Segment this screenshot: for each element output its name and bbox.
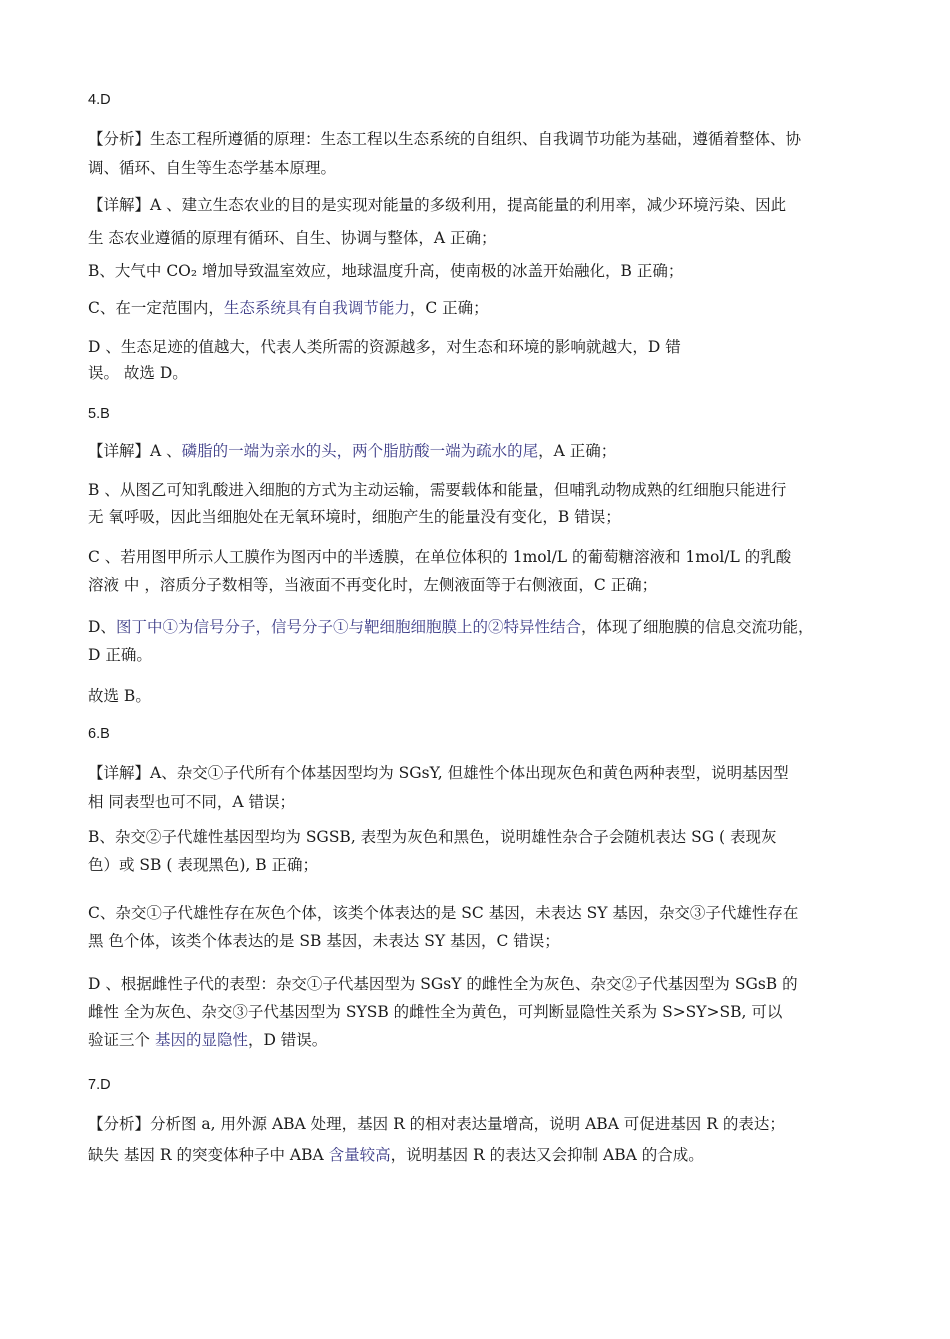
- q5-d-suffix: ，体现了细胞膜的信息交流功能，: [580, 618, 814, 636]
- q5-option-b-line-1: B 、从图乙可知乳酸进入细胞的方式为主动运输，需要载体和能量，但哺乳动物成熟的红细胞只能进行: [88, 481, 787, 499]
- q4-c-highlight: 生态系统具有自我调节能力: [223, 299, 410, 317]
- q4-detail-line-1: 【详解】A 、建立生态农业的目的是实现对能量的多级利用，提高能量的利用率，减少环境污染、因此: [88, 196, 787, 214]
- q5-option-d-line-2: D 正确。: [88, 646, 152, 664]
- q5-a-prefix: 【详解】A 、: [88, 442, 182, 460]
- q5-conclusion: 故选 B。: [88, 687, 151, 705]
- q7-analysis-line-2: [88, 1143, 704, 1167]
- q7-a2-prefix: 缺失 基因 R 的突变体种子中 ABA: [88, 1146, 329, 1164]
- q6-option-d-line-1: D 、根据雌性子代的表型：杂交①子代基因型为 SGsY 的雌性全为灰色、杂交②子代基因型为 SGsB 的: [88, 975, 798, 993]
- q5-option-c-line-2: 溶液 中 ，溶质分子数相等，当液面不再变化时，左侧液面等于右侧液面，C 正确；: [88, 576, 658, 594]
- q4-option-b: B、大气中 CO₂ 增加导致温室效应，地球温度升高，使南极的冰盖开始融化，B 正确；: [88, 262, 684, 280]
- q4-option-d-line-1: D 、生态足迹的值越大，代表人类所需的资源越多，对生态和环境的影响就越大，D 错: [88, 338, 681, 356]
- q5-d-highlight: 图丁中①为信号分子，信号分子①与靶细胞细胞膜上的②特异性结合: [115, 618, 581, 636]
- q5-option-a: [88, 439, 616, 463]
- q6-d3-suffix: ，D 错误。: [247, 1031, 328, 1049]
- q6-d3-highlight: 基因的显隐性: [154, 1031, 248, 1049]
- q6-option-d-line-3: [88, 1028, 327, 1052]
- q6-option-a-line-2: 相 同表型也可不同，A 错误；: [88, 793, 296, 811]
- q6-option-a-line-1: 【详解】A、杂交①子代所有个体基因型均为 SGsY, 但雄性个体出现灰色和黄色两种表型，说明基因型: [88, 764, 789, 782]
- q5-a-highlight: 磷脂的一端为亲水的头，两个脂肪酸一端为疏水的尾: [181, 442, 539, 460]
- q4-option-d-line-2: 误。 故选 D。: [88, 364, 188, 382]
- q4-analysis-line-1: 【分析】生态工程所遵循的原理：生态工程以生态系统的自组织、自我调节功能为基础，遵循着整体、协: [88, 130, 802, 148]
- q5-option-b-line-2: 无 氧呼吸，因此当细胞处在无氧环境时，细胞产生的能量没有变化，B 错误；: [88, 508, 621, 526]
- q4-analysis-line-2: 调、循环、自生等生态学基本原理。: [88, 159, 337, 177]
- question-7-heading: 7.D: [88, 1077, 111, 1093]
- q5-a-suffix: ，A 正确；: [538, 442, 617, 460]
- q5-option-c-line-1: C 、若用图甲所示人工膜作为图丙中的半透膜，在单位体积的 1mol/L 的葡萄糖溶液和 1mol/L 的乳酸: [88, 548, 792, 566]
- q5-d-prefix: D、: [88, 618, 116, 636]
- q7-a2-highlight: 含量较高: [328, 1146, 391, 1164]
- q6-option-c-line-2: 黑 色个体，该类个体表达的是 SB 基因，未表达 SY 基因，C 错误；: [88, 932, 560, 950]
- q4-c-suffix: ，C 正确；: [409, 299, 489, 317]
- q6-option-c-line-1: C、杂交①子代雄性存在灰色个体，该类个体表达的是 SC 基因，未表达 SY 基因，杂交③子代雄性存在: [88, 904, 799, 922]
- q4-option-c: [88, 296, 489, 320]
- q7-a2-suffix: ，说明基因 R 的表达又会抑制 ABA 的合成。: [390, 1146, 704, 1164]
- q6-option-b-line-1: B、杂交②子代雄性基因型均为 SGSB, 表型为灰色和黑色，说明雄性杂合子会随机表达 SG ( 表现灰: [88, 828, 777, 846]
- q6-option-b-line-2: 色）或 SB ( 表现黑色), B 正确；: [88, 856, 319, 874]
- q6-option-d-line-2: 雌性 全为灰色、杂交③子代基因型为 SYSB 的雌性全为黄色，可判断显隐性关系为 S>SY>SB, 可以: [88, 1003, 783, 1021]
- question-4-heading: 4.D: [88, 92, 111, 108]
- q7-analysis-line-1: 【分析】分析图 a, 用外源 ABA 处理，基因 R 的相对表达量增高，说明 ABA 可促进基因 R 的表达；: [88, 1115, 785, 1133]
- question-5-heading: 5.B: [88, 406, 110, 422]
- q5-option-d-line-1: [88, 615, 813, 639]
- q4-detail-line-2: 生 态农业遵循的原理有循环、自生、协调与整体，A 正确；: [88, 229, 497, 247]
- question-6-heading: 6.B: [88, 726, 110, 742]
- q6-d3-prefix: 验证三个: [88, 1031, 155, 1049]
- q4-c-prefix: C、在一定范围内，: [88, 299, 224, 317]
